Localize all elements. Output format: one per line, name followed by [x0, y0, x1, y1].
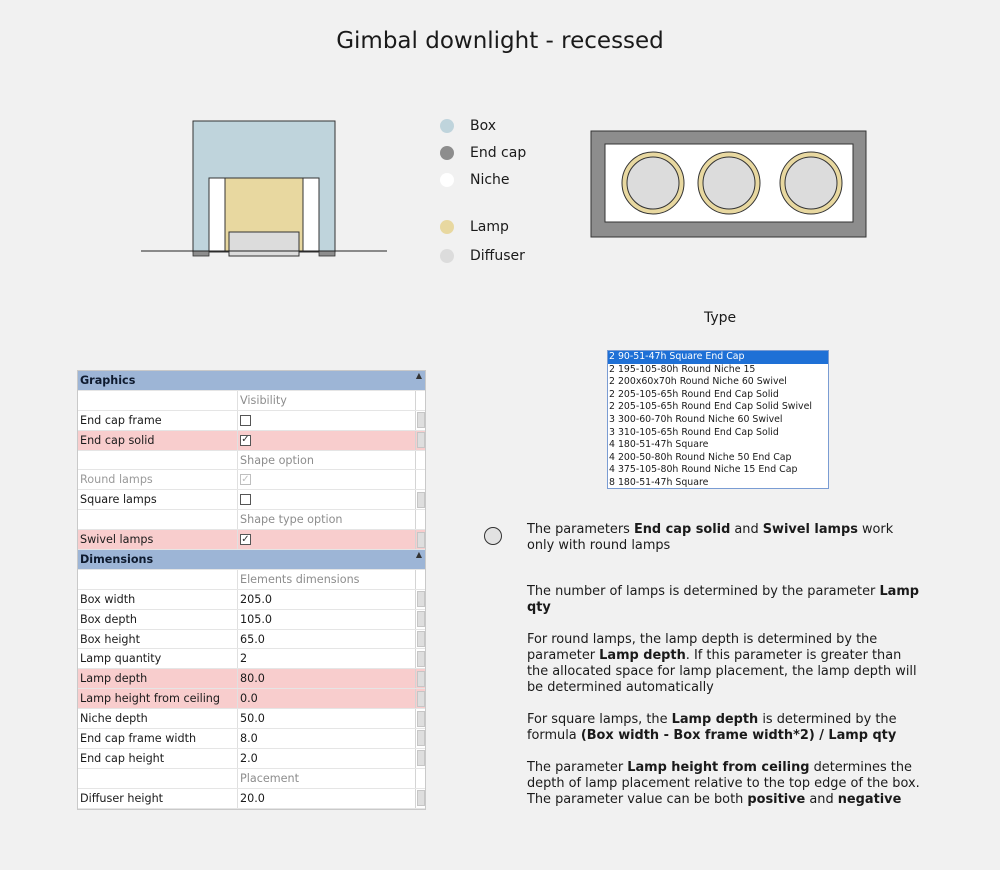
section-diagram — [140, 120, 390, 260]
collapse-icon[interactable]: ▲ — [415, 550, 422, 560]
scrollbar[interactable] — [415, 530, 425, 549]
square-lamps-checkbox[interactable] — [240, 494, 251, 505]
end-cap-height-value[interactable]: 2.0 — [240, 751, 258, 765]
top-view-diffuser-3 — [785, 157, 837, 209]
type-option[interactable]: 8 180-51-47h Square — [609, 476, 709, 488]
type-option[interactable]: 4 200-50-80h Round Niche 50 End Cap — [609, 451, 792, 463]
end-cap-right — [319, 251, 335, 256]
type-option-selected[interactable]: 2 90-51-47h Square End Cap — [608, 351, 828, 364]
scrollbar[interactable] — [415, 431, 425, 450]
dimensions-group-header[interactable]: Dimensions ▲ — [78, 550, 425, 570]
scrollbar[interactable] — [415, 411, 425, 430]
diffuser-height-value[interactable]: 20.0 — [240, 791, 265, 805]
graphics-group-header[interactable]: Graphics ▲ — [78, 371, 425, 391]
box-width-value[interactable]: 205.0 — [240, 592, 273, 606]
scrollbar[interactable] — [415, 649, 425, 668]
visibility-section-row: Visibility — [78, 391, 425, 411]
round-lamps-row: Round lamps ✓ — [78, 470, 425, 490]
scrollbar[interactable] — [415, 729, 425, 748]
type-option[interactable]: 3 310-105-65h Round End Cap Solid — [609, 426, 779, 438]
box-depth-value[interactable]: 105.0 — [240, 612, 273, 626]
type-option[interactable]: 4 375-105-80h Round Niche 15 End Cap — [609, 464, 798, 476]
legend-lamp: Lamp — [440, 217, 526, 237]
parameter-grid — [77, 370, 426, 810]
elements-section-row: Elements dimensions — [78, 570, 425, 590]
end-cap-frame-width-value[interactable]: 8.0 — [240, 731, 258, 745]
round-lamp-marker-icon — [484, 527, 502, 545]
page-title: Gimbal downlight - recessed — [336, 28, 664, 54]
scrollbar[interactable] — [415, 669, 425, 688]
lamp-quantity-row: Lamp quantity 2 — [78, 649, 425, 669]
legend-box: Box — [440, 116, 526, 136]
scrollbar[interactable] — [415, 709, 425, 728]
diffuser-shape — [229, 232, 299, 256]
scrollbar[interactable] — [415, 749, 425, 768]
scrollbar[interactable] — [415, 610, 425, 629]
type-option[interactable]: 3 300-60-70h Round Niche 60 Swivel — [609, 413, 783, 425]
square-lamps-row: Square lamps — [78, 490, 425, 510]
note-lamp-height: The parameter Lamp height from ceiling determines the depth of lamp placement relative to the top edge of the box. The parameter value can be both positive and negative — [527, 760, 920, 807]
legend-swatch-end-cap — [440, 146, 454, 160]
diffuser-height-row: Diffuser height 20.0 — [78, 789, 425, 809]
top-view-diagram — [590, 130, 870, 240]
end-cap-frame-row: End cap frame — [78, 411, 425, 431]
lamp-height-row: Lamp height from ceiling 0.0 — [78, 689, 425, 709]
type-label: Type — [704, 310, 737, 326]
niche-depth-row: Niche depth 50.0 — [78, 709, 425, 729]
legend-niche: Niche — [440, 170, 526, 190]
scrollbar[interactable] — [415, 490, 425, 509]
note-square-lamp-depth: For square lamps, the Lamp depth is determined by the formula (Box width - Box frame width*2) / Lamp qty — [527, 712, 897, 743]
end-cap-left — [193, 251, 209, 256]
legend-end-cap: End cap — [440, 143, 526, 163]
box-height-value[interactable]: 65.0 — [240, 632, 265, 646]
shape-option-section-row: Shape option — [78, 451, 425, 471]
type-option[interactable]: 2 205-105-65h Round End Cap Solid Swivel — [609, 401, 812, 413]
type-option[interactable]: 2 200x60x70h Round Niche 60 Swivel — [609, 376, 787, 388]
niche-right — [303, 178, 319, 252]
end-cap-solid-row: End cap solid ✓ — [78, 431, 425, 451]
end-cap-solid-checkbox[interactable]: ✓ — [241, 434, 250, 446]
type-option[interactable]: 2 205-105-65h Round End Cap Solid — [609, 388, 779, 400]
legend-swatch-niche — [440, 173, 454, 187]
collapse-icon[interactable]: ▲ — [415, 371, 422, 380]
box-width-row: Box width 205.0 — [78, 590, 425, 610]
lamp-quantity-value[interactable]: 2 — [240, 652, 248, 666]
lamp-height-value[interactable]: 0.0 — [240, 692, 258, 706]
legend-swatch-diffuser — [440, 249, 454, 263]
type-listbox[interactable] — [607, 350, 829, 489]
legend — [440, 116, 526, 266]
shape-type-section-row: Shape type option — [78, 510, 425, 530]
swivel-lamps-row: Swivel lamps ✓ — [78, 530, 425, 550]
lamp-depth-row: Lamp depth 80.0 — [78, 669, 425, 689]
niche-depth-value[interactable]: 50.0 — [240, 712, 265, 726]
end-cap-frame-checkbox[interactable] — [240, 415, 251, 426]
box-depth-row: Box depth 105.0 — [78, 610, 425, 630]
swivel-lamps-checkbox[interactable]: ✓ — [241, 533, 250, 545]
scrollbar[interactable] — [415, 689, 425, 708]
placement-section-row: Placement — [78, 769, 425, 789]
legend-swatch-box — [440, 119, 454, 133]
top-view-diffuser-1 — [627, 157, 679, 209]
box-height-row: Box height 65.0 — [78, 630, 425, 650]
end-cap-frame-width-row: End cap frame width 8.0 — [78, 729, 425, 749]
end-cap-height-row: End cap height 2.0 — [78, 749, 425, 769]
type-option[interactable]: 4 180-51-47h Square — [609, 439, 709, 451]
round-lamps-checkbox: ✓ — [241, 473, 250, 485]
legend-swatch-lamp — [440, 220, 454, 234]
scrollbar[interactable] — [415, 590, 425, 609]
note-round-lamps-only: The parameters End cap solid and Swivel lamps work only with round lamps — [527, 522, 894, 553]
note-round-lamp-depth: For round lamps, the lamp depth is determined by the parameter Lamp depth. If this parameter is greater than the allocated space for lamp placement, the lamp depth will be determined automatically — [527, 632, 917, 695]
niche-left — [209, 178, 225, 252]
scrollbar[interactable] — [415, 630, 425, 649]
legend-diffuser: Diffuser — [440, 246, 526, 266]
top-view-diffuser-2 — [703, 157, 755, 209]
scrollbar[interactable] — [415, 789, 425, 808]
note-lamp-qty: The number of lamps is determined by the parameter Lamp qty — [527, 584, 920, 615]
lamp-depth-value[interactable]: 80.0 — [240, 672, 265, 686]
type-option[interactable]: 2 195-105-80h Round Niche 15 — [609, 363, 756, 375]
